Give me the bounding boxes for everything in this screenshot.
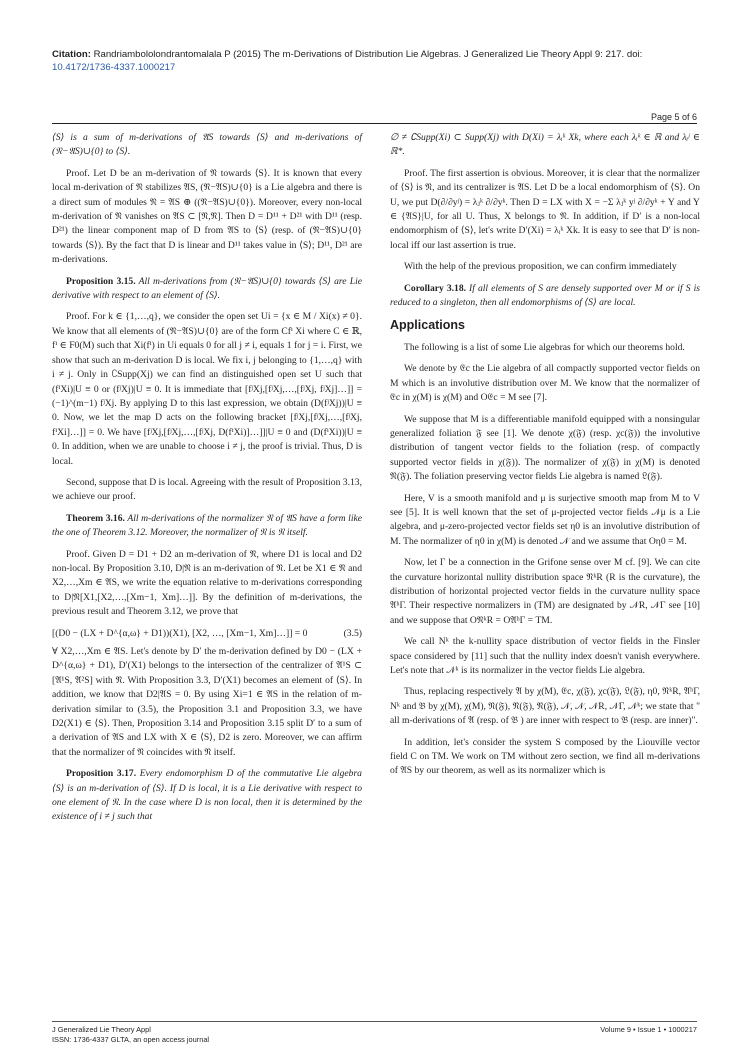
left-column	[52, 131, 362, 832]
equation-3-5	[52, 627, 362, 641]
citation-text: Randriambololondrantomalala P (2015) The m-Derivations of Distribution Lie Algebras. J Generalized Lie Theory Appl 9: 217. doi:	[90, 49, 643, 60]
statement: All m-derivations from (𝔑−𝔄S)∪{0} towards ⟨S⟩ are Lie derivative with respect to an element of ⟨S⟩.	[52, 275, 363, 302]
right-column	[390, 131, 700, 786]
paragraph: We denote by 𝔈c the Lie algebra of all compactly supported vector fields on M which is an involutive distribution over M. We know that the normalizer of 𝔈c in χ(M) is χ(M) and O𝔈c = M see [7].	[390, 363, 700, 404]
corollary-3-18	[390, 282, 700, 311]
statement: Every endomorphism D of the commutative Lie algebra ⟨S⟩ is an m-derivation of ⟨S⟩. If D is local, it is a Lie derivative with respect to one element of 𝔑. In the case where D is non local, then it is determined by the existence of i ≠ j such that	[52, 768, 362, 823]
doi-link[interactable]: 10.4172/1736-4337.1000217	[52, 62, 176, 73]
label: Theorem 3.16.	[66, 512, 125, 524]
footer-rule	[52, 1021, 697, 1022]
footer-volume: Volume 9 • Issue 1 • 1000217	[600, 1025, 697, 1034]
equation-number: (3.5)	[343, 627, 362, 639]
paragraph: Here, V is a smooth manifold and μ is surjective smooth map from M to V see [5]. It is well known that the set of μ-projected vector fields 𝒩μ is a Lie algebra, and μ-zero-projected vector fields set η0 is an involutive distribution of M. The normalizer of η0 in χ(M) is denoted 𝒩 and we assume that Oη0 = M.	[390, 492, 700, 547]
paragraph: We suppose that M is a differentiable manifold equipped with a nonsingular generalized foliation 𝔉 see [1]. We denote χ(𝔉) (resp. χc(𝔉)) the involutive distribution of tangent vector fields to the foliation (resp. of compactly supported vector fields in χ(𝔉)). The normalizer of χ(𝔉) in χ(M) is denoted 𝔑(𝔉). The foliation preserving vector fields Lie algebra is named 𝔏(𝔉).	[390, 413, 700, 483]
proposition-3-15	[52, 275, 362, 304]
paragraph: ⟨S⟩ is a sum of m-derivations of 𝔄S towards ⟨S⟩ and m-derivations of (𝔑−𝔄S)∪{0} to ⟨S⟩.	[52, 132, 362, 158]
page-number: Page 5 of 6	[650, 112, 697, 122]
proposition-3-17	[52, 767, 362, 825]
citation-label: Citation:	[52, 49, 91, 60]
statement: If all elements of S are densely supported over M or if S is reduced to a singleton, then all endomorphisms of ⟨S⟩ are local.	[390, 282, 700, 309]
label: Corollary 3.18.	[404, 282, 467, 294]
header-rule	[52, 123, 697, 124]
label: Proposition 3.17.	[66, 768, 137, 780]
statement: All m-derivations of the normalizer 𝔑 of 𝔄S have a form like the one of Theorem 3.12. Moreover, the normalizer of 𝔑 is 𝔑 itself.	[52, 512, 363, 539]
paragraph: Proof. Given D = D1 + D2 an m-derivation of 𝔑, where D1 is local and D2 non-local. By Proposition 3.10, D|𝔑 is an m-derivation of 𝔑. Let be X1 ∈ 𝔑 and X2,…,Xm ∈ 𝔄S, we write the equation relative to m-derivations corresponding to D|𝔑[X1,[X2,…,[Xm−1, Xm]…]]. By the definition of m-derivations, the previous result and Theorem 3.12, we prove that	[52, 548, 362, 618]
paragraph: ∀ X2,…,Xm ∈ 𝔄S. Let's denote by D′ the m-derivation defined by D0 − (LX + D^{α,ω} + D1), D′(X1) belongs to the intersection of the centralizer of 𝔄¹S ⊂ [𝔄¹S, 𝔄²S] with 𝔑. With Proposition 3.3, D′(X1) becomes an element of ⟨S⟩. In addition, we know that D2|𝔄S = 0. By using Xi=1 ∈ 𝔄S in the relation of m-derivation similar to (3.5), the Proposition 3.1 and Proposition 3.3, we have D2(X1) ∈ ⟨S⟩. Then, Proposition 3.14 and Proposition 3.15 split D′ to a sum of a derivation of 𝔄S and LX with X ∈ ⟨S⟩, D2 is zero. Moreover, we can affirm that the normalizer of 𝔑 coincides with 𝔑 itself.	[52, 646, 362, 758]
paragraph: Thus, replacing respectively 𝔄 by χ(M), 𝔈c, χ(𝔉), χc(𝔉), 𝔏(𝔉), η0, 𝔑ᵏR, 𝔄ʰΓ, Nᵏ and 𝔅 by χ(M), χ(M), 𝔑(𝔉), 𝔑(𝔉), 𝔑(𝔉), 𝒩, 𝒩, 𝒩R, 𝒩Γ, 𝒩ᵏ; we state that " all m-derivations of 𝔄 (resp. of 𝔅 ) are inner with respect to 𝔅 (resp. are inner)".	[390, 686, 700, 727]
paragraph: Second, suppose that D is local. Agreeing with the result of Proposition 3.13, we achieve our proof.	[52, 476, 362, 503]
section-heading: Applications	[390, 318, 466, 333]
paragraph: Now, let Γ be a connection in the Grifone sense over M cf. [9]. We can cite the curvature horizontal nullity distribution space 𝔑ᵏR (R is the curvature), the distribution of horizontal projected vector fields in the curvature nullity space 𝔄ʰΓ. Their respective normalizers in (TM) are designated by 𝒩R, 𝒩Γ see [10] and we suppose that O𝔑ᵏR = O𝔄ʰΓ = TM.	[390, 557, 700, 626]
equation: [(D0 − (LX + D^{α,ω} + D1))(X1), [X2, …, [Xm−1, Xm]…]] = 0	[52, 627, 308, 639]
journal-name: J Generalized Lie Theory Appl	[52, 1025, 151, 1034]
label: Proposition 3.15.	[66, 275, 136, 287]
paragraph: Proof. Let D be an m-derivation of 𝔑 towards ⟨S⟩. It is known that every local m-derivation of 𝔑 stabilizes 𝔄S, (𝔑−𝔄S)∪{0} is a Lie algebra and there is a direct sum of modules 𝔑 = 𝔄S ⊕ ((𝔑−𝔄S)∪{0}). Moreover, every non-local m-derivation of 𝔑 vanishes on 𝔄S ⊂ [𝔑,𝔑]. Then D = D¹¹ + D²¹ with D¹¹ (resp. D²¹) the linear component map of D from 𝔄S to ⟨S⟩ (resp. of (𝔑−𝔄S)∪{0} towards ⟨S⟩). By the fact that D is linear and D¹¹ takes value in ⟨S⟩; D¹¹, D²¹ are m-derivations.	[52, 167, 362, 266]
paragraph: Proof. For k ∈ {1,…,q}, we consider the open set Ui = {x ∈ M / Xi(x) ≠ 0}. We know that all elements of (𝔑−𝔄S)∪{0} are of the form Cfⁱ Xi where C ∈ ℝ, fⁱ ∈ F0(M) such that Xi(fⁱ) in Ui equals 0 for all j ≠ i, equals 1 for j = i. First, we show that such an m-derivation D is local. We fix i, j belonging to {1,…,q} with i ≠ j. Only in ∁Supp(Xj) we can find an distinguished open set U such that (fⁱXi)|U ≡ 0 or (fʲXj)|U ≡ 0. It is immediate that [fʲXj,[fʲXj,…,[fʲXj, fʲXj]…]] = (−1)^(m−1) fʲXj. By applying D to this last expression, we obtain (D(fʲXj))|U ≡ 0. Now, we let the map D acts on the following bracket [fʲXj,[fʲXj,…,[fʲXj, fⁱXi]…]] = 0. We have [fʲXj,[fʲXj,…,[fʲXj, D(fⁱXi)]…]]|U ≡ 0 and (D(fⁱXi))|U ≡ 0. In addition, when we are unable to choose i ≠ j, the proof is trivial. Thus, D is local.	[52, 311, 362, 467]
paragraph: The following is a list of some Lie algebras for which our theorems hold.	[404, 341, 685, 353]
theorem-3-16	[52, 512, 362, 541]
issn: ISSN: 1736-4337 GLTA, an open access journal	[52, 1035, 210, 1044]
paragraph: We call Nᵏ the k-nullity space distribution of vector fields in the Finsler space considered by [11] such that the nullity index doesn't vanish everywhere. Let's note that 𝒩ᵏ is its normalizer in the vector fields Lie algebra.	[390, 636, 700, 676]
paragraph: In addition, let's consider the system S composed by the Liouville vector field C on TM. We work on TM without zero section, we find all m-derivations of 𝔄S by our theorem, as well as its normalizer which is	[390, 736, 700, 777]
paragraph: With the help of the previous proposition, we can confirm immediately	[404, 261, 677, 273]
footer-journal-info	[52, 1025, 382, 1045]
paragraph: ∅ ≠ ∁Supp(Xi) ⊂ Supp(Xj) with D(Xi) = λᵢᵏ Xk, where each λᵢᵏ ∈ ℝ and λᵢʲ ∈ ℝ*.	[390, 132, 700, 158]
citation	[52, 48, 697, 74]
paragraph: Proof. The first assertion is obvious. Moreover, it is clear that the normalizer of ⟨S⟩ is 𝔑, and its centralizer is 𝔄S. Let D be a local endomorphism of ⟨S⟩. On U, we put D(∂/∂yʲ) = λⱼᵏ ∂/∂yᵏ. Then D = LX with X = −Σ λⱼᵏ yʲ ∂/∂yᵏ + Y and Y ∈ {𝔄S}|U, for all U. Thus, X belongs to 𝔑. In addition, if D′ is a non-local endomorphism of ⟨S⟩, let's write D′(Xi) = λᵢᵏ Xk. It is easy to see that D′ is non-local iff our last assertion is true.	[390, 167, 700, 251]
